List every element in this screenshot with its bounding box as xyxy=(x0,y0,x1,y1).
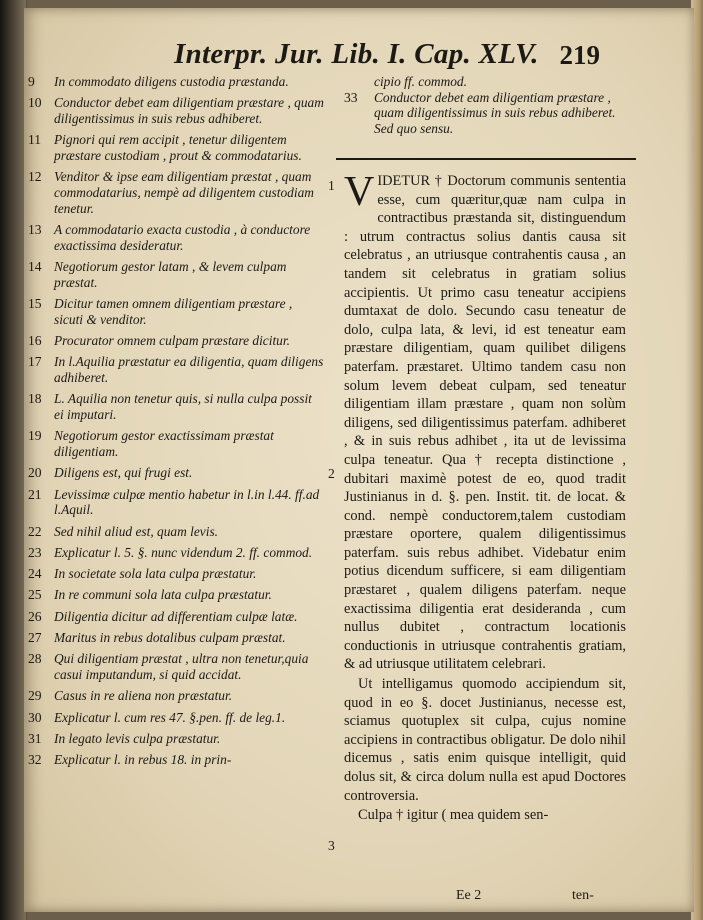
summary-number: 27 xyxy=(28,630,42,646)
summary-number: 24 xyxy=(28,566,42,582)
summary-entry xyxy=(24,545,324,561)
summary-number: 15 xyxy=(28,296,42,311)
summary-number: 16 xyxy=(28,333,42,348)
summary-number: 21 xyxy=(28,486,42,502)
summary-number: 19 xyxy=(28,428,42,444)
summary-number: 9 xyxy=(28,74,35,89)
signature-mark: Ee 2 xyxy=(456,888,482,903)
summary-entry xyxy=(24,95,324,126)
summary-text: In commodato diligens custodia præstanda. xyxy=(54,74,289,89)
summary-text: Sed nihil aliud est, quam levis. xyxy=(54,523,219,539)
summary-text: Casus in re aliena non præstatur. xyxy=(54,688,233,704)
summary-number: 20 xyxy=(28,465,42,481)
summary-entry xyxy=(24,487,324,518)
page-number: 219 xyxy=(559,40,600,70)
summary-text: In re communi sola lata culpa præstatur. xyxy=(54,587,272,603)
summary-text: Negotiorum gestor exactissimam præstat diligentiam. xyxy=(54,428,274,459)
summary-text: Diligentia dicitur ad differentiam culpæ latæ. xyxy=(54,608,298,624)
drop-cap: V xyxy=(344,169,375,215)
summary-text: Pignori qui rem accipit , tenetur diligentem præstare custodiam , prout & commodatarius. xyxy=(54,132,302,163)
summary-number: 10 xyxy=(28,95,42,111)
summary-text: Conductor debet eam diligentiam præstare , quam diligentissimus in suis rebus adhiberet. Sed quo sensu. xyxy=(374,89,616,137)
summary-text: Explicatur l. 5. §. nunc videndum 2. ff. commod. xyxy=(54,544,313,560)
summary-text: In l.Aquilia præstatur ea diligentia, quam diligens adhiberet. xyxy=(54,354,324,385)
summary-text: Explicatur l. in rebus 18. in prin- xyxy=(54,752,232,768)
summary-entry xyxy=(24,587,324,603)
summary-entry xyxy=(24,630,324,646)
summary-entry xyxy=(24,752,324,768)
margin-number: 1 xyxy=(328,178,335,193)
summary-text: Diligens est, qui frugi est. xyxy=(54,465,193,481)
summary-number: 17 xyxy=(28,354,42,370)
summary-number: 12 xyxy=(28,169,42,185)
summary-number: 18 xyxy=(28,391,42,407)
summary-entry xyxy=(24,132,324,163)
summary-entry xyxy=(24,566,324,582)
summary-entry xyxy=(24,731,324,747)
paragraph-text: IDETUR † Doctorum communis sententia esse, cum quæritur,quæ nam culpa in contractibus præstanda sit, distinguendum : utrum contractus solius dantis causa sit celebratus , an utriusque contrahentis causa , an tandem sit celebratus in gratiam solius accipientis. Ut primo casu teneatur accipiens dumtaxat de dolo. Secundo casu teneatur de dolo, culpa lata, & levi, id est teneatur eam præstare diligentiam, quam quilibet diligens paterfam. præstaret. Ultimo tandem casu non solum levem debeat culpam, sed teneatur diligentiam illam præstare , quam non solùm diligens, sed diligentissimus paterfam. adhiberet , & in suis rebus adhibet , ita ut de levissima culpa teneatur. Qua † recepta distinctione , dubitari maximè potest de eo, quod tradit Justinianus in d. §. pen. Instit. tit. de locat. & cond. nempè conductorem,talem custodiam præstare oportere, qualem diligentissimus paterfam. suis rebus adhibet. Videbatur enim potius dicendum sufficere, si eam diligentiam præstaret , qualem diligens paterfam. neque exactissima diligentia erat desideranda , cum nullus dubitet , contractum locationis conductionis in utriusque contrahentis gratiam, & ad utriusque utilitatem celebrari. xyxy=(344,173,626,673)
summary-entry xyxy=(24,465,324,481)
summary-entry xyxy=(344,74,626,90)
summary-text: Negotiorum gestor latam , & levem culpam præstat. xyxy=(54,259,287,290)
summary-column-left xyxy=(24,74,324,774)
summary-number: 25 xyxy=(28,587,42,603)
summary-text: Explicatur l. cum res 47. §.pen. ff. de leg.1. xyxy=(54,709,286,725)
summary-text: Procurator omnem culpam præstare dicitur. xyxy=(54,333,290,348)
summary-text: Qui diligentiam præstat , ultra non tenetur,quia casui imputandum, si quid accidat. xyxy=(54,651,309,683)
summary-number: 33 xyxy=(344,89,358,105)
summary-number: 22 xyxy=(28,523,42,539)
summary-entry xyxy=(24,688,324,704)
summary-number: 29 xyxy=(28,688,42,704)
summary-entry xyxy=(24,169,324,216)
summary-number: 28 xyxy=(28,651,42,667)
catchword: ten- xyxy=(572,888,594,903)
summary-column-right xyxy=(344,74,626,137)
summary-number: 26 xyxy=(28,608,42,624)
summary-text: A commodatario exacta custodia , à conductore exactissima desideratur. xyxy=(54,222,311,253)
body-paragraph: Culpa † igitur ( mea quidem sen- xyxy=(358,807,549,824)
summary-number: 23 xyxy=(28,544,42,560)
summary-number: 32 xyxy=(28,752,42,768)
summary-entry xyxy=(24,391,324,422)
summary-entry xyxy=(24,651,324,682)
summary-entry xyxy=(24,524,324,540)
summary-entry xyxy=(24,333,324,349)
summary-text: In legato levis culpa præstatur. xyxy=(54,730,221,746)
body-text xyxy=(344,169,626,826)
summary-entry xyxy=(24,710,324,726)
summary-entry xyxy=(24,296,324,327)
running-title: Interpr. Jur. Lib. I. Cap. XLV. xyxy=(174,38,539,70)
summary-number: 14 xyxy=(28,259,42,274)
summary-entry xyxy=(24,354,324,385)
summary-number: 11 xyxy=(28,132,42,148)
page-header xyxy=(174,38,694,78)
summary-entry xyxy=(24,428,324,459)
summary-number: 13 xyxy=(28,222,42,237)
body-paragraph: Ut intelligamus quomodo accipiendum sit, quod in eo §. docet Justinianus, necesse est, sciamus quotuplex sit culpa, cujus nomine accipiens in contractibus obligatur. De dolo nihil dicemus , satis enim quisque intelligit, quid dolus sit, & circa dolum nulla est apud Doctores controversia. xyxy=(344,676,626,804)
summary-entry xyxy=(24,74,324,90)
section-rule xyxy=(336,158,636,160)
summary-text: In societate sola lata culpa præstatur. xyxy=(54,566,257,582)
summary-entry xyxy=(344,90,626,137)
summary-entry xyxy=(24,259,324,290)
summary-text: Conductor debet eam diligentiam præstare , quam diligentissimus in suis rebus adhiberet. xyxy=(54,95,324,126)
summary-text: Venditor & ipse eam diligentiam præstat , quam commodatarius, nempè ad diligentem custodiam tenetur. xyxy=(54,169,314,216)
margin-number: 2 xyxy=(328,466,335,481)
body-paragraph xyxy=(344,169,626,674)
summary-text: Levissimæ culpæ mentio habetur in l.in l.44. ff.ad l.Aquil. xyxy=(54,486,320,518)
summary-entry xyxy=(24,222,324,253)
book-page xyxy=(24,8,694,912)
summary-number: 30 xyxy=(28,709,42,725)
book-binding xyxy=(0,0,26,920)
summary-number: 31 xyxy=(28,730,42,746)
summary-text: Maritus in rebus dotalibus culpam præstat. xyxy=(54,630,286,646)
summary-text: cipio ff. commod. xyxy=(374,74,467,89)
summary-entry xyxy=(24,609,324,625)
summary-text: L. Aquilia non tenetur quis, si nulla culpa possit ei imputari. xyxy=(54,391,312,422)
summary-text: Dicitur tamen omnem diligentiam præstare , sicuti & venditor. xyxy=(54,296,293,327)
margin-number: 3 xyxy=(328,838,335,853)
